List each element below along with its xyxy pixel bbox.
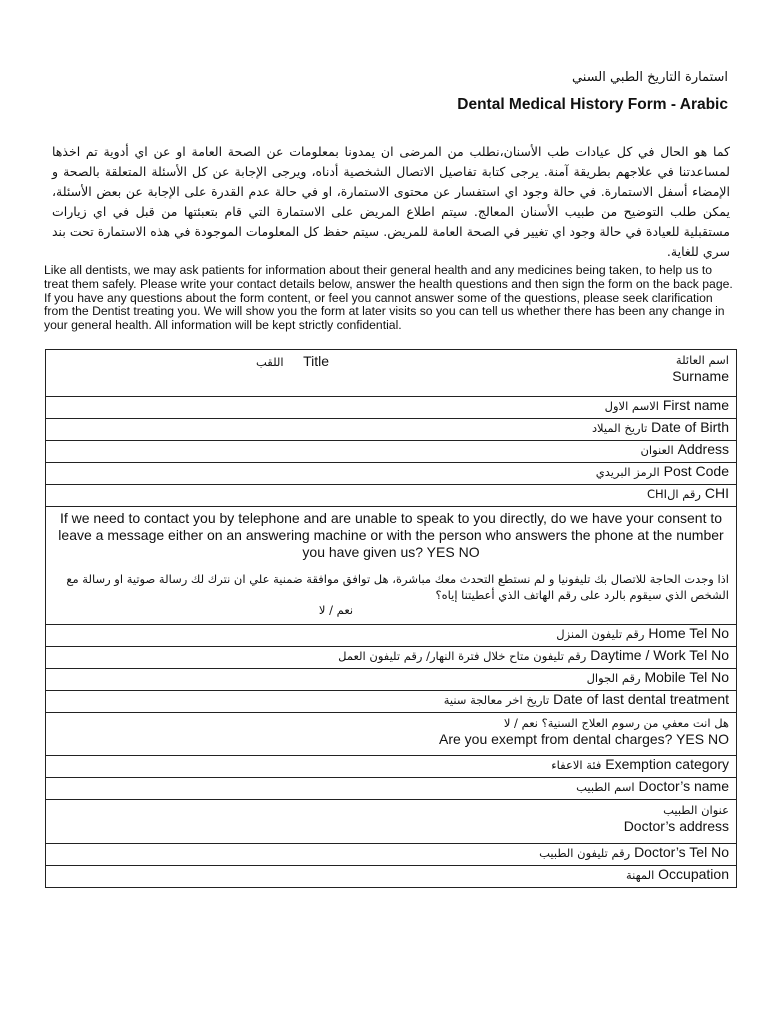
- surname-label: Surname: [672, 368, 729, 384]
- title-label: Title: [303, 353, 330, 369]
- doctor-name-label-arabic: اسم الطبيب: [576, 780, 635, 794]
- phone-consent-question: If we need to contact you by telephone and are unable to speak to you directly, do we have your consent to leave a message either on an answering machine or with the person who answers the phone at the number you have given us? YES NO: [58, 510, 724, 560]
- mobile-tel-label: Mobile Tel No: [644, 669, 729, 685]
- phone-consent-yes-no-arabic[interactable]: نعم / لا: [318, 603, 354, 617]
- last-treatment-label: Date of last dental treatment: [553, 691, 729, 707]
- first-name-label-arabic: الاسم الاول: [604, 399, 659, 413]
- occupation-label-arabic: المهنة: [625, 868, 655, 882]
- address-field[interactable]: [46, 441, 737, 463]
- work-tel-label-arabic: رقم تليفون متاح خلال فترة النهار/ رقم تليفون العمل: [338, 649, 587, 663]
- post-code-label-arabic: الرمز البريدي: [595, 465, 660, 479]
- home-tel-label: Home Tel No: [648, 625, 729, 641]
- doctor-tel-field[interactable]: [46, 844, 737, 866]
- chi-field[interactable]: [46, 485, 737, 507]
- occupation-label: Occupation: [658, 866, 729, 882]
- surname-title-row[interactable]: [46, 350, 737, 397]
- form-title-arabic: استمارة التاريخ الطبي السني: [571, 70, 728, 85]
- address-label-arabic: العنوان: [640, 443, 674, 457]
- work-tel-field[interactable]: [46, 647, 737, 669]
- doctor-tel-label: Doctor’s Tel No: [634, 844, 729, 860]
- work-tel-label: Daytime / Work Tel No: [590, 647, 729, 663]
- exemption-category-label-arabic: فئة الاعفاء: [551, 758, 602, 772]
- date-of-birth-label: Date of Birth: [651, 419, 729, 435]
- home-tel-field[interactable]: [46, 625, 737, 647]
- home-tel-label-arabic: رقم تليفون المنزل: [556, 627, 645, 641]
- doctor-tel-label-arabic: رقم تليفون الطبيب: [539, 846, 631, 860]
- date-of-birth-label-arabic: تاريخ الميلاد: [591, 421, 648, 435]
- mobile-tel-field[interactable]: [46, 669, 737, 691]
- post-code-field[interactable]: [46, 463, 737, 485]
- phone-consent-row[interactable]: [46, 507, 737, 625]
- date-of-birth-field[interactable]: [46, 419, 737, 441]
- intro-paragraph-arabic: كما هو الحال في كل عيادات طب الأسنان،نطلب من المرضى ان يمدونا بمعلومات عن الصحة العامة او عن اي أدوية تم اخذها لمساعدتنا في علاجهم بطريقة آمنة. يرجى كتابة تفاصيل الاتصال الشخصية أدناه، ويرجى الإجابة عن كل الأسئلة المتعلقة بالصحة و الإمضاء أسفل الاستمارة. في حالة وجود اي استفسار عن محتوى الاستمارة، او في حالة عدم القدرة على الإجابة عن بعض الأسئلة، يمكن طلب التوضيح من طبيب الأسنان المعالج. سيتم اطلاع المريض على الاستمارة التي قام بتعبئتها من قبل في اي زيارات مستقبلية للعيادة في حالة وجود اي تغيير في الصحة العامة للمريض. سيتم حفظ كل المعلومات الموجودة في هذه الاستمارة تحت بند سري للغاية.: [52, 144, 730, 259]
- post-code-label: Post Code: [663, 463, 729, 479]
- exempt-question: Are you exempt from dental charges? YES NO: [439, 731, 729, 747]
- exemption-category-label: Exemption category: [605, 756, 729, 772]
- exempt-question-arabic: هل انت معفي من رسوم العلاج السنية؟ نعم / لا: [503, 716, 729, 730]
- chi-label: CHI: [704, 485, 729, 501]
- doctor-name-field[interactable]: [46, 778, 737, 800]
- first-name-label: First name: [662, 397, 729, 413]
- form-title: Dental Medical History Form - Arabic: [457, 96, 728, 113]
- address-label: Address: [677, 441, 729, 457]
- mobile-tel-label-arabic: رقم الجوال: [586, 671, 641, 685]
- doctor-address-field[interactable]: [46, 800, 737, 844]
- first-name-field[interactable]: [46, 397, 737, 419]
- chi-label-arabic: رقم الCHI: [646, 487, 701, 501]
- last-treatment-label-arabic: تاريخ اخر معالجة سنية: [443, 693, 550, 707]
- exempt-row[interactable]: [46, 713, 737, 756]
- intro-paragraph-english: Like all dentists, we may ask patients for information about their general health and any medicines being taken, to help us to treat them safely. Please write your contact details below, answer the health questions and then sign the form on the back page. If you have any questions about the form content, or feel you cannot answer some of the questions, please seek clarification from the Dentist treating you. We will show you the form at later visits so you can tell us whether there has been any change in your general health. All information will be kept strictly confidential.: [44, 263, 733, 333]
- occupation-field[interactable]: [46, 866, 737, 888]
- last-treatment-field[interactable]: [46, 691, 737, 713]
- patient-details-table: [45, 349, 737, 888]
- doctor-address-label-arabic: عنوان الطبيب: [663, 803, 729, 817]
- surname-label-arabic: اسم العائلة: [675, 353, 729, 367]
- title-field[interactable]: [256, 353, 329, 369]
- doctor-name-label: Doctor’s name: [638, 778, 729, 794]
- title-label-arabic: اللقب: [256, 355, 284, 369]
- phone-consent-question-arabic: اذا وجدت الحاجة للاتصال بك تليفونيا و لم نستطع التحدث معك مباشرة، هل توافق موافقة ضمنية علي ان نترك لك رسالة صوتية او رسالة مع الشخص الذي سيقوم بالرد على رقم الهاتف الذي أعطيتنا إياه؟: [66, 572, 729, 602]
- doctor-address-label: Doctor’s address: [623, 818, 729, 834]
- exemption-category-field[interactable]: [46, 756, 737, 778]
